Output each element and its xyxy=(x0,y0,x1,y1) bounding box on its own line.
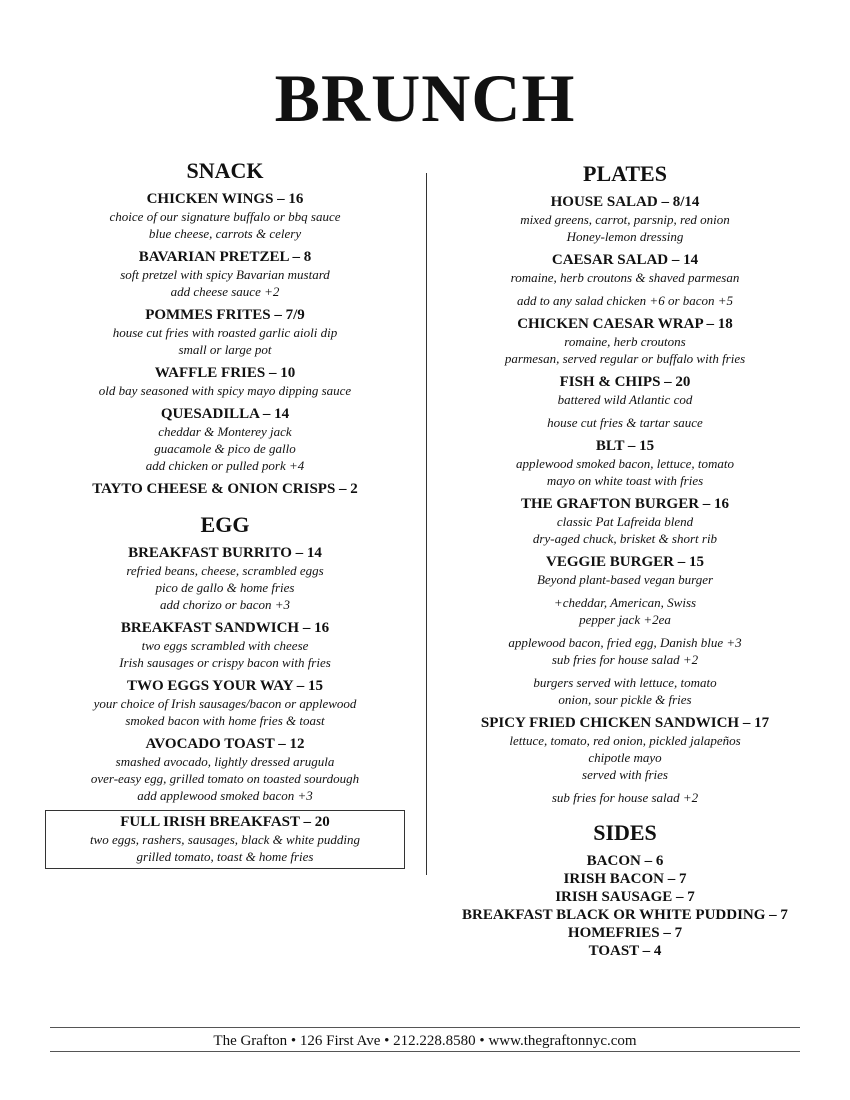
menu-item-description-line: mixed greens, carrot, parsnip, red onion xyxy=(520,212,730,227)
menu-item-description xyxy=(45,695,405,729)
menu-item-description-line: battered wild Atlantic cod xyxy=(557,392,693,407)
menu-item-name: TAYTO CHEESE & ONION CRISPS – 2 xyxy=(92,481,358,497)
plates-items xyxy=(450,193,800,806)
menu-item-description xyxy=(45,208,405,242)
footer-rule-bottom xyxy=(50,1051,800,1052)
menu-item-description-line: over-easy egg, grilled tomato on toasted sourdough xyxy=(90,771,360,786)
side-item: BACON – 6 xyxy=(586,853,664,869)
menu-item-description-line: lettuce, tomato, red onion, pickled jalapeños xyxy=(509,733,741,748)
menu-item-name: WAFFLE FRIES – 10 xyxy=(154,365,296,381)
egg-heading: EGG xyxy=(200,512,250,537)
menu-item-description-line: classic Pat Lafreida blend xyxy=(556,514,694,529)
menu-note-line: pepper jack +2ea xyxy=(579,612,671,627)
menu-item-description xyxy=(450,732,800,783)
menu-note-line: onion, sour pickle & fries xyxy=(558,692,692,707)
menu-item-description xyxy=(46,831,404,865)
menu-note-line: sub fries for house salad +2 xyxy=(551,652,699,667)
footer-rule-top xyxy=(50,1027,800,1028)
menu-item xyxy=(45,677,405,729)
menu-item-name: SPICY FRIED CHICKEN SANDWICH – 17 xyxy=(480,715,770,731)
menu-item-description xyxy=(450,333,800,367)
menu-item-description-line: grilled tomato, toast & home fries xyxy=(136,849,314,864)
side-item: TOAST – 4 xyxy=(588,943,662,959)
menu-item-description-line: soft pretzel with spicy Bavarian mustard xyxy=(120,267,330,282)
menu-item-description-line: smashed avocado, lightly dressed arugula xyxy=(115,754,335,769)
menu-note-line: house cut fries & tartar sauce xyxy=(547,415,703,430)
menu-item xyxy=(450,495,800,547)
menu-note-line: applewood bacon, fried egg, Danish blue +3 xyxy=(508,635,742,650)
menu-item-description xyxy=(450,269,800,286)
menu-item-description-line: house cut fries with roasted garlic aioli dip xyxy=(112,325,338,340)
menu-item-name: POMMES FRITES – 7/9 xyxy=(145,307,305,323)
menu-item-description-line: Honey-lemon dressing xyxy=(566,229,684,244)
menu-item-description xyxy=(45,266,405,300)
menu-item-description-line: romaine, herb croutons & shaved parmesan xyxy=(510,270,740,285)
menu-item-description-line: served with fries xyxy=(582,767,668,782)
egg-items xyxy=(45,544,405,869)
menu-item xyxy=(45,306,405,358)
menu-item xyxy=(450,553,800,588)
plates-heading: PLATES xyxy=(583,161,667,186)
menu-item xyxy=(450,437,800,489)
menu-item-name: BREAKFAST BURRITO – 14 xyxy=(128,545,322,561)
menu-item-description-line: add cheese sauce +2 xyxy=(170,284,280,299)
menu-item xyxy=(45,405,405,474)
column-divider xyxy=(426,173,427,875)
menu-item-description-line: add chicken or pulled pork +4 xyxy=(145,458,305,473)
menu-note-line: +cheddar, American, Swiss xyxy=(553,595,697,610)
menu-item-description-line: add applewood smoked bacon +3 xyxy=(137,788,313,803)
menu-item xyxy=(450,251,800,286)
menu-item-description-line: your choice of Irish sausages/bacon or applewood xyxy=(93,696,357,711)
menu-note xyxy=(450,634,800,668)
side-item: HOMEFRIES – 7 xyxy=(567,925,683,941)
menu-item-name: VEGGIE BURGER – 15 xyxy=(546,554,704,570)
menu-item-description-line: blue cheese, carrots & celery xyxy=(148,226,302,241)
menu-item-description-line: choice of our signature buffalo or bbq sauce xyxy=(109,209,341,224)
menu-item-description xyxy=(450,455,800,489)
menu-item-description-line: add chorizo or bacon +3 xyxy=(159,597,291,612)
snack-heading: SNACK xyxy=(186,158,264,183)
sides-list xyxy=(450,852,800,960)
sides-heading: SIDES xyxy=(593,820,657,845)
menu-note-line: sub fries for house salad +2 xyxy=(551,790,699,805)
menu-item-description xyxy=(450,211,800,245)
menu-item xyxy=(450,193,800,245)
footer-contact: The Grafton • 126 First Ave • 212.228.8580 • www.thegraftonnyc.com xyxy=(213,1033,637,1049)
menu-item-description-line: mayo on white toast with fries xyxy=(546,473,704,488)
menu-note-line: add to any salad chicken +6 or bacon +5 xyxy=(516,293,734,308)
menu-item-description xyxy=(450,513,800,547)
menu-note xyxy=(450,674,800,708)
menu-item-description-line: Beyond plant-based vegan burger xyxy=(536,572,714,587)
menu-item-name: FULL IRISH BREAKFAST – 20 xyxy=(120,814,330,830)
menu-item xyxy=(45,619,405,671)
menu-item-name: THE GRAFTON BURGER – 16 xyxy=(520,496,730,512)
menu-item-description xyxy=(45,324,405,358)
menu-item-name: AVOCADO TOAST – 12 xyxy=(145,736,305,752)
menu-note-line: burgers served with lettuce, tomato xyxy=(533,675,717,690)
menu-item-description xyxy=(45,382,405,399)
menu-item-description-line: romaine, herb croutons xyxy=(564,334,686,349)
menu-item-name: FISH & CHIPS – 20 xyxy=(559,374,691,390)
snack-items xyxy=(45,190,405,498)
menu-note xyxy=(450,414,800,431)
menu-item xyxy=(45,735,405,804)
side-item: IRISH SAUSAGE – 7 xyxy=(555,889,695,905)
left-column xyxy=(45,158,405,875)
menu-item-description-line: pico de gallo & home fries xyxy=(155,580,295,595)
menu-item-name: BLT – 15 xyxy=(595,438,655,454)
menu-item-name: BAVARIAN PRETZEL – 8 xyxy=(138,249,312,265)
menu-item-description xyxy=(45,423,405,474)
menu-item xyxy=(45,544,405,613)
menu-item xyxy=(45,480,405,498)
menu-item xyxy=(45,810,405,869)
menu-item-description-line: cheddar & Monterey jack xyxy=(158,424,292,439)
menu-item-name: BREAKFAST SANDWICH – 16 xyxy=(120,620,330,636)
menu-item-description-line: smoked bacon with home fries & toast xyxy=(125,713,325,728)
menu-item-name: HOUSE SALAD – 8/14 xyxy=(550,194,700,210)
menu-item-description-line: guacamole & pico de gallo xyxy=(154,441,296,456)
menu-item-description-line: dry-aged chuck, brisket & short rib xyxy=(532,531,718,546)
menu-item-description-line: small or large pot xyxy=(178,342,272,357)
side-item: IRISH BACON – 7 xyxy=(563,871,687,887)
menu-item-description-line: parmesan, served regular or buffalo with fries xyxy=(504,351,746,366)
menu-item xyxy=(45,364,405,399)
menu-item-description-line: two eggs scrambled with cheese xyxy=(141,638,309,653)
menu-item-description xyxy=(45,637,405,671)
menu-item-description-line: applewood smoked bacon, lettuce, tomato xyxy=(515,456,735,471)
menu-item-description xyxy=(45,753,405,804)
menu-item-description-line: Irish sausages or crispy bacon with fries xyxy=(119,655,331,670)
menu-item-description xyxy=(45,562,405,613)
menu-item-name: TWO EGGS YOUR WAY – 15 xyxy=(126,678,323,694)
menu-note xyxy=(450,789,800,806)
menu-item xyxy=(450,315,800,367)
menu-item-name: QUESADILLA – 14 xyxy=(160,406,290,422)
right-column xyxy=(450,161,800,960)
menu-item-description xyxy=(450,391,800,408)
menu-title: BRUNCH xyxy=(274,60,576,136)
menu-item-description-line: chipotle mayo xyxy=(588,750,662,765)
menu-item-name: CHICKEN CAESAR WRAP – 18 xyxy=(517,316,733,332)
menu-item xyxy=(450,373,800,408)
menu-note xyxy=(450,292,800,309)
menu-item-description xyxy=(450,571,800,588)
side-item: BREAKFAST BLACK OR WHITE PUDDING – 7 xyxy=(462,907,788,923)
menu-item-description-line: old bay seasoned with spicy mayo dipping sauce xyxy=(98,383,352,398)
menu-item xyxy=(450,714,800,783)
menu-item-name: CAESAR SALAD – 14 xyxy=(551,252,699,268)
menu-item-description-line: two eggs, rashers, sausages, black & white pudding xyxy=(89,832,361,847)
menu-note xyxy=(450,594,800,628)
menu-item-name: CHICKEN WINGS – 16 xyxy=(146,191,304,207)
menu-item-description-line: refried beans, cheese, scrambled eggs xyxy=(126,563,324,578)
menu-item xyxy=(45,248,405,300)
menu-item xyxy=(45,190,405,242)
